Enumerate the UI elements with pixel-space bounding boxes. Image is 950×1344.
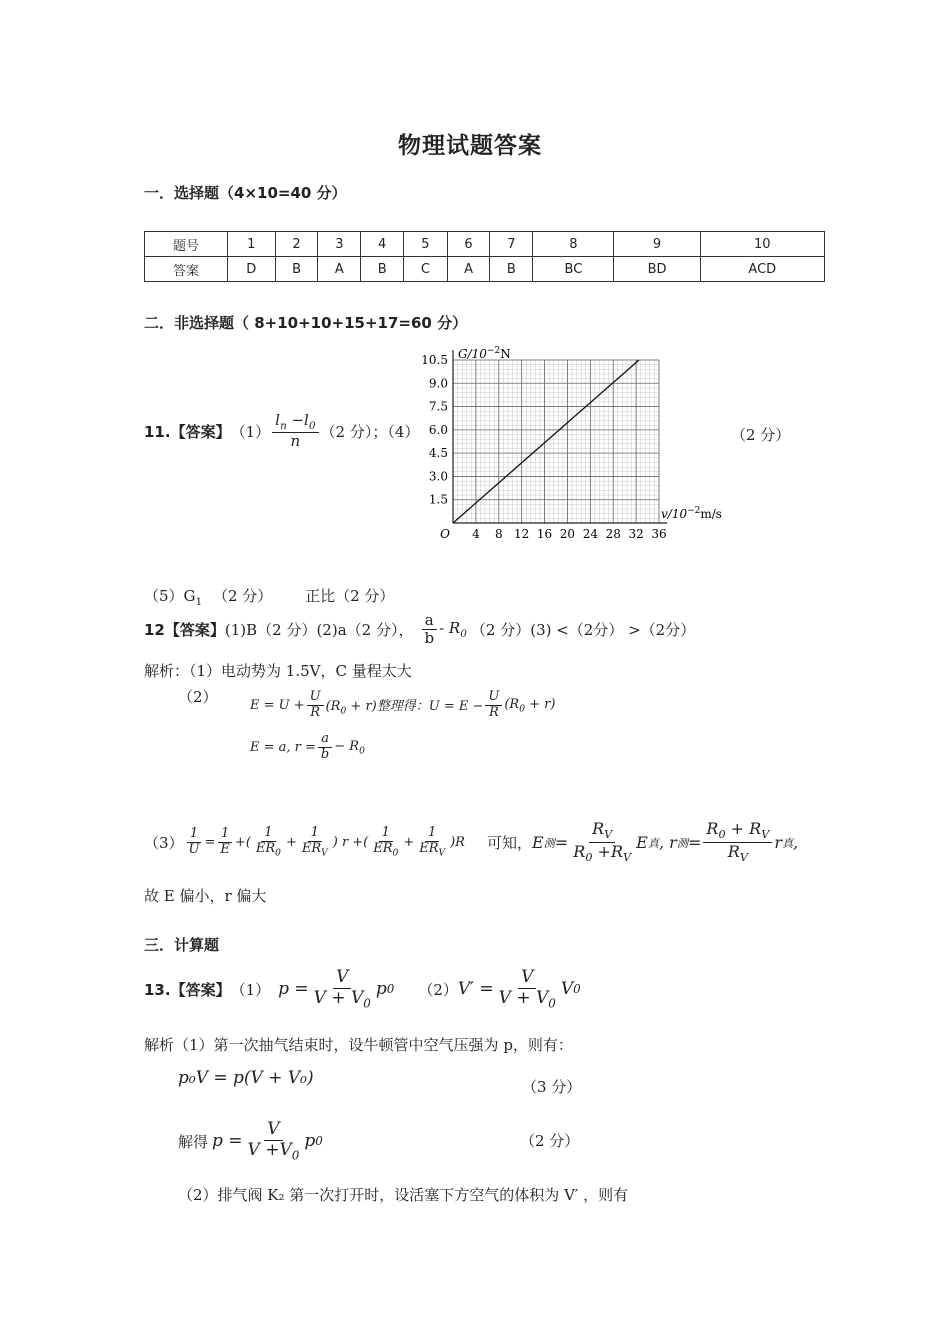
- q11-frac-den: n: [290, 432, 301, 451]
- x-tick-label: 4: [472, 527, 480, 541]
- q13-solve-label: 解得: [178, 1132, 209, 1151]
- x-tick-label: 12: [514, 527, 530, 541]
- q12-analysis2: （2）: [178, 688, 218, 706]
- table-cell-number: 2: [275, 232, 318, 257]
- x-tick-label: 24: [582, 527, 598, 541]
- q11-score1: （2 分）；（4）: [320, 422, 420, 441]
- table-cell-number: 4: [361, 232, 404, 257]
- section-heading-calc: 三．计算题: [144, 936, 220, 954]
- answer-table: [144, 231, 825, 282]
- q13-head: 13.【答案】: [144, 980, 231, 999]
- table-row: [145, 232, 825, 257]
- origin-label: O: [440, 527, 450, 541]
- q12-analysis1: 解析：（1）电动势为 1.5V，C 量程太大: [144, 662, 412, 680]
- table-cell-answer: A: [447, 257, 490, 282]
- table-cell-answer: A: [318, 257, 361, 282]
- table-row: [145, 257, 825, 282]
- q11-part5-label: （5）G: [144, 587, 196, 605]
- q12-frac-den: b: [424, 629, 435, 648]
- y-tick-label: 1.5: [428, 492, 448, 507]
- q11-part5-sub: 1: [195, 596, 203, 608]
- q12-after: - $R_0$: [439, 619, 467, 641]
- q12-head: 12【答案】: [144, 621, 225, 640]
- q13-p1: （1）: [230, 980, 271, 999]
- q11-head: 11.【答案】: [144, 422, 231, 441]
- q13-scoreA: （3 分）: [522, 1078, 582, 1096]
- page-title: 物理试题答案: [398, 132, 542, 159]
- table-cell-answer: BC: [533, 257, 614, 282]
- y-tick-label: 6.0: [428, 422, 448, 437]
- y-tick-label: 10.5: [421, 353, 448, 367]
- table-cell-number: 9: [614, 232, 700, 257]
- table-cell: 题号: [145, 232, 228, 257]
- section-heading-choice: 一．选择题（4×10=40 分）: [144, 184, 347, 202]
- graph-g-v: [418, 340, 722, 545]
- table-cell-answer: B: [490, 257, 533, 282]
- table-cell-number: 3: [318, 232, 361, 257]
- table-cell-number: 8: [533, 232, 614, 257]
- q13-p2: （2）: [418, 980, 458, 999]
- table-cell-answer: D: [228, 257, 276, 282]
- q12-eq1: E = U + $\frac{U}{R}$ $(R_0 + r)$整理得：U = E − $\frac{U}{R}$ $(R_0 + r)$: [250, 689, 556, 720]
- table-cell: 答案: [145, 257, 228, 282]
- q13-part2: （2）排气阀 K₂ 第一次打开时，设活塞下方空气的体积为 V′ ，则有: [178, 1186, 629, 1204]
- y-tick-label: 7.5: [428, 399, 448, 414]
- q12-conclusion: 故 E 偏小，r 偏大: [144, 887, 267, 905]
- q11-answer: [144, 412, 419, 450]
- q12-eq2: E = a, r = $\frac{a}{b}$ − $R_0$: [250, 731, 365, 762]
- table-cell-answer: B: [361, 257, 404, 282]
- table-cell-number: 5: [404, 232, 448, 257]
- q12-answer: [144, 612, 695, 648]
- x-tick-label: 20: [559, 527, 576, 541]
- q12-part3-kz: 可知，: [486, 834, 532, 853]
- q13-scoreB: （2 分）: [520, 1132, 580, 1150]
- table-cell-answer: C: [404, 257, 448, 282]
- x-tick-label: 28: [605, 527, 621, 541]
- table-cell-answer: BD: [614, 257, 700, 282]
- x-tick-label: 36: [651, 527, 667, 541]
- y-tick-label: 4.5: [428, 446, 448, 461]
- y-axis-label: $G/10^{-2}N$: [458, 346, 511, 361]
- x-axis-label: $v/10^{-2}m/s$: [661, 506, 722, 521]
- q11-part5b: 正比（2 分）: [305, 587, 395, 605]
- q11-part1: （1）: [230, 422, 271, 441]
- q12-rest: （2 分）(3) <（2分） >（2分）: [470, 621, 696, 640]
- q13-answer: 13.【答案】 （1） p = $\frac{V}{V + V_0}$ p 0 （2） V′ = $\frac{V}{V + V_0}$ V 0: [144, 967, 581, 1010]
- q13-eqA: p₀V = p(V + V₀): [178, 1068, 314, 1088]
- table-cell-number: 7: [490, 232, 533, 257]
- q11-part5-score: （2 分）: [213, 587, 273, 605]
- q13-solve: 解得 p = $\frac{V}{V +V_0}$ p 0: [178, 1119, 323, 1162]
- q13-analysis: 解析（1）第一次抽气结束时，设牛顿管中空气压强为 p，则有：: [144, 1036, 573, 1054]
- table-cell-number: 10: [700, 232, 824, 257]
- q11-part5: [144, 585, 394, 608]
- table-cell-number: 1: [228, 232, 276, 257]
- data-line: [453, 360, 639, 523]
- table-cell-answer: B: [275, 257, 318, 282]
- table-cell-number: 6: [447, 232, 490, 257]
- q12-part3: （3） $\frac{1}{U}$ = $\frac{1}{E}$ +( $\frac{1}{ER_0}$ + $\frac{1}{ER_V}$ ) r +( $\frac{1}{ER_0}$ + $\frac{1}{ER_V}$ )R 可知， E 测 = $\frac{R_V}{R_0 +R_V}$ E 真 , r 测 = $\frac{R_0 + R_V}{R_V}$ r 真 ,: [144, 819, 799, 865]
- y-tick-label: 9.0: [428, 376, 448, 391]
- q12-line: (1)B（2 分）(2)a（2 分），: [224, 621, 414, 640]
- table-cell-answer: ACD: [700, 257, 824, 282]
- q12-fraction: [421, 612, 437, 648]
- section-heading-nonchoice: 二．非选择题（ 8+10+10+15+17=60 分）: [144, 314, 468, 332]
- q11-score2: （2 分）: [731, 426, 791, 444]
- q12-frac-num: a: [422, 612, 437, 630]
- x-tick-label: 32: [628, 527, 644, 541]
- x-tick-label: 8: [494, 527, 503, 541]
- y-tick-label: 3.0: [428, 469, 448, 484]
- q12-part3-label: （3）: [144, 834, 184, 853]
- q11-fraction: $\frac{l_n -l_0}{n}$: [272, 412, 318, 450]
- x-tick-label: 16: [536, 527, 553, 541]
